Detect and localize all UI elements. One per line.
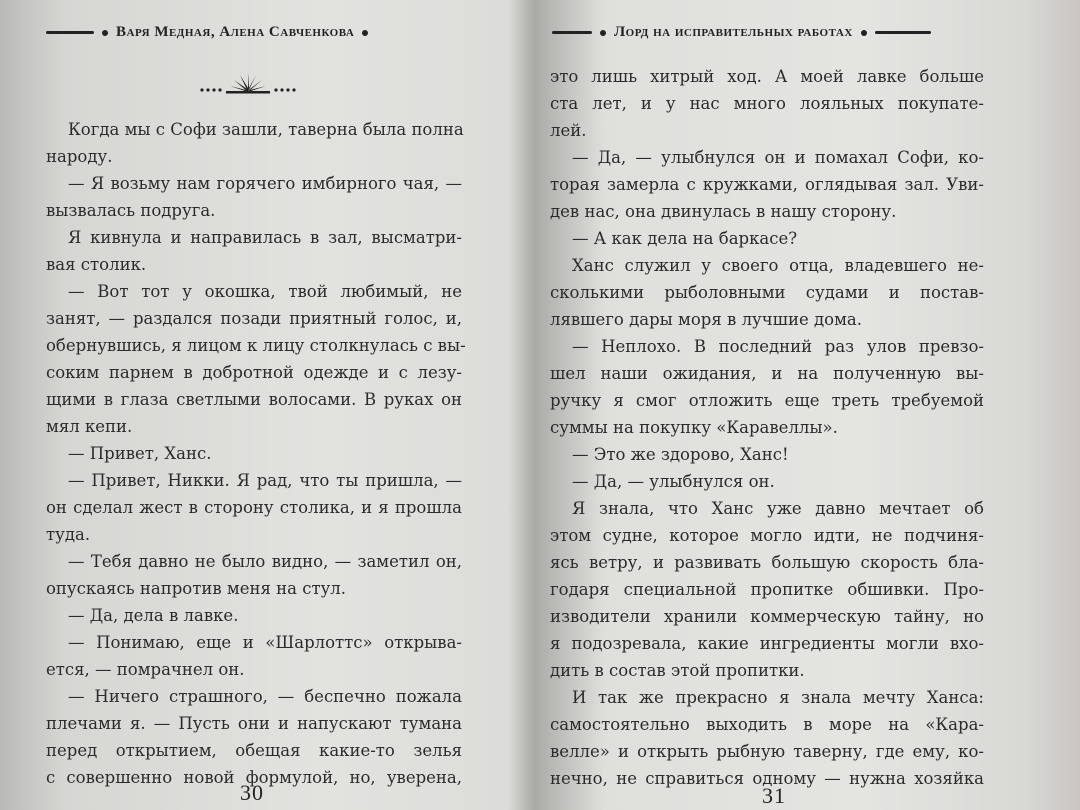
ornament-icon [198, 72, 298, 96]
text-line: щими в глаза светлыми волосами. В руках он [46, 390, 462, 409]
text-line: Я знала, что Ханс уже давно мечтает об [572, 499, 984, 518]
text-line: — Понимаю, еще и «Шарлоттс» открыва- [68, 633, 462, 652]
text-line: нечно, не справиться одному — нужна хозяйка [550, 769, 984, 788]
text-line: Ханс служил у своего отца, владевшего не- [572, 256, 984, 275]
text-line: он сделал жест в сторону столика, и я прошла [46, 498, 462, 517]
text-line: дить в состав этой пропитки. [550, 661, 805, 680]
text-line: — Привет, Никки. Я рад, что ты пришла, — [68, 471, 462, 490]
text-line: обернувшись, я лицом к лицу столкнулась с вы- [46, 336, 466, 355]
text-line: соким парнем в добротной одежде и с лезу- [46, 363, 462, 382]
text-line: Когда мы с Софи зашли, таверна была полна [68, 120, 464, 139]
text-line: велле» и открыть рыбную таверну, где ему, ко- [550, 742, 984, 761]
text-line: лявшего дары моря в лучшие дома. [550, 310, 863, 329]
right-running-header [552, 24, 931, 41]
text-line: — Да, — улыбнулся он и помахал Софи, ко- [572, 148, 984, 167]
text-line: туда. [46, 525, 91, 544]
right-page-text [550, 63, 984, 792]
text-line: — Я возьму нам горячего имбирного чая, — [68, 174, 462, 193]
text-line: самостоятельно выходить в море на «Кара- [550, 715, 984, 734]
author-names: Варя Медная, Алена Савченкова [116, 24, 355, 40]
text-line: — Неплохо. В последний раз улов превзо- [572, 337, 984, 356]
header-dot [600, 30, 606, 36]
page-number-right: 31 [762, 783, 786, 808]
text-line: дев нас, она двинулась в нашу сторону. [550, 202, 897, 221]
header-dot [362, 30, 368, 36]
text-line: вызвалась подруга. [46, 201, 216, 220]
text-line: ста лет, и у нас много лояльных покупате- [550, 94, 984, 113]
text-line: — Привет, Ханс. [68, 444, 212, 463]
text-line: я подозревала, какие ингредиенты могли вхо- [550, 634, 984, 653]
header-rule [552, 31, 592, 34]
text-line: изводители хранили коммерческую тайну, но [550, 607, 984, 626]
header-rule [875, 31, 931, 34]
right-page [530, 0, 1080, 810]
text-line: с совершенно новой формулой, но, уверена, [46, 768, 462, 787]
text-line: плечами я. — Пусть они и напускают тумана [46, 714, 462, 733]
text-line: это лишь хитрый ход. А моей лавке больше [550, 67, 984, 86]
header-dot [861, 30, 867, 36]
text-line: ручку я смог отложить еще треть требуемой [550, 391, 984, 410]
text-line: — Ничего страшного, — беспечно пожала [68, 687, 462, 706]
text-line: — А как дела на баркасе? [572, 229, 798, 248]
text-line: лей. [550, 121, 587, 140]
book-title: Лорд на исправительных работах [614, 24, 853, 40]
page-number-left: 30 [240, 780, 264, 805]
text-line: мял кепи. [46, 417, 133, 436]
left-page-text [46, 116, 466, 791]
text-line: вая столик. [46, 255, 147, 274]
left-running-header [46, 24, 368, 41]
header-rule [46, 31, 94, 34]
text-line: — Да, — улыбнулся он. [572, 472, 775, 491]
text-line: шел наши ожидания, и на полученную вы- [550, 364, 984, 383]
header-dot [102, 30, 108, 36]
text-line: суммы на покупку «Каравеллы». [550, 418, 838, 437]
text-line: ется, — помрачнел он. [46, 660, 245, 679]
left-page [0, 0, 520, 810]
text-line: опускаясь напротив меня на стул. [46, 579, 347, 598]
text-line: этом судне, которое могло идти, не подчиня- [550, 526, 984, 545]
text-line: Я кивнула и направилась в зал, высматри- [68, 228, 462, 247]
text-line: — Тебя давно не было видно, — заметил он, [68, 552, 462, 571]
text-line: сколькими рыболовными судами и постав- [550, 283, 984, 302]
text-line: И так же прекрасно я знала мечту Ханса: [572, 688, 984, 707]
text-line: народу. [46, 147, 113, 166]
text-line: годаря специальной пропитке обшивки. Про- [550, 580, 984, 599]
text-line: — Вот тот у окошка, твой любимый, не [68, 282, 462, 301]
text-line: перед открытием, обещая какие-то зелья [46, 741, 462, 760]
text-line: ясь ветру, и развивать большую скорость бла- [550, 553, 984, 572]
text-line: торая замерла с кружками, оглядывая зал. Уви- [550, 175, 984, 194]
text-line: — Да, дела в лавке. [68, 606, 239, 625]
text-line: занят, — раздался позади приятный голос, и, [46, 309, 462, 328]
text-line: — Это же здорово, Ханс! [572, 445, 789, 464]
